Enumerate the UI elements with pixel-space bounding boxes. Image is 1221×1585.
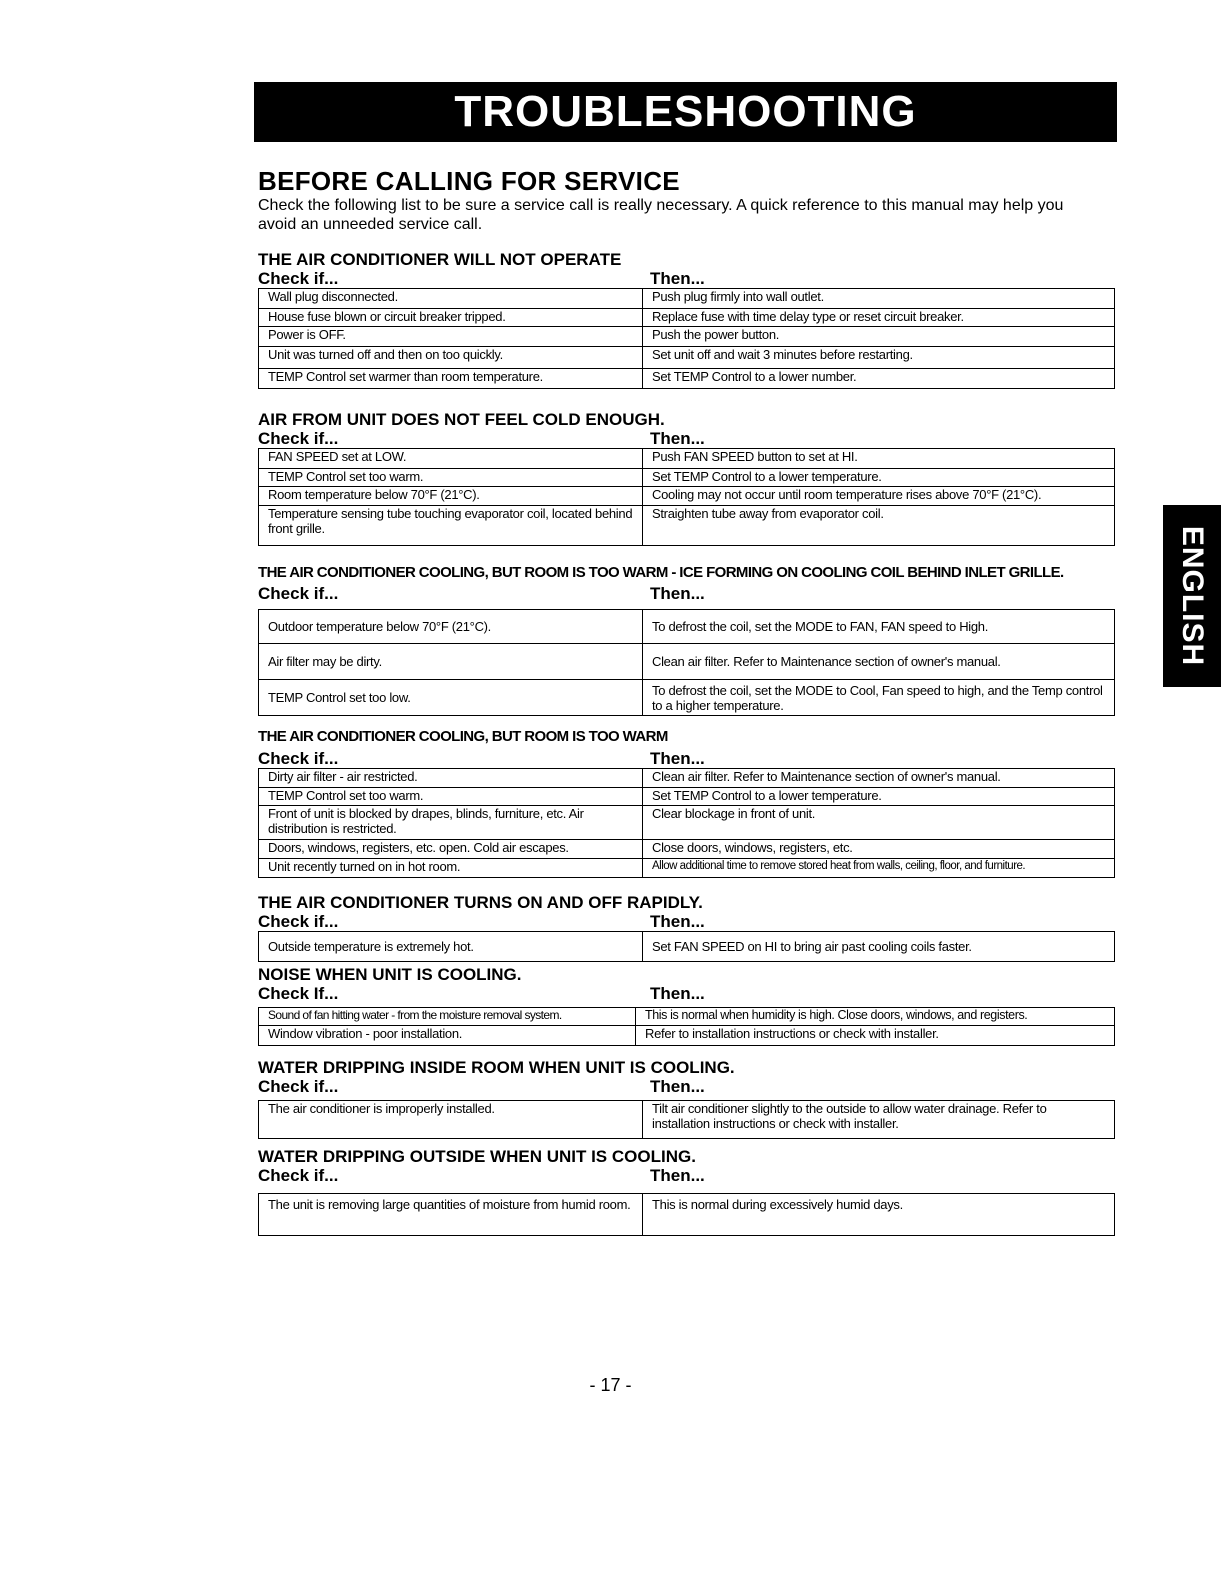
language-tab-label: ENGLISH <box>1176 525 1209 667</box>
table-row <box>259 1194 1115 1236</box>
table-row <box>259 1101 1115 1139</box>
troubleshooting-banner: TROUBLESHOOTING <box>254 82 1117 142</box>
check-cell: Sound of fan hitting water - from the moisture removal system. <box>259 1008 636 1026</box>
table-row <box>259 769 1115 788</box>
section-title: THE AIR CONDITIONER COOLING, BUT ROOM IS TOO WARM <box>258 728 668 745</box>
then-cell: Set unit off and wait 3 minutes before restarting. <box>643 347 1115 369</box>
check-cell: TEMP Control set too warm. <box>259 469 643 487</box>
then-label: Then... <box>650 984 705 1003</box>
table-row <box>259 506 1115 546</box>
table-row <box>259 788 1115 806</box>
then-label: Then... <box>650 912 705 931</box>
then-label: Then... <box>650 584 705 603</box>
check-cell: Outside temperature is extremely hot. <box>259 932 643 962</box>
section-ice-forming <box>258 563 1118 716</box>
check-cell: Outdoor temperature below 70°F (21°C). <box>259 610 643 644</box>
check-cell: The air conditioner is improperly installed. <box>259 1101 643 1139</box>
check-if-label: Check if... <box>258 584 339 603</box>
check-cell: House fuse blown or circuit breaker tripped. <box>259 309 643 327</box>
section-title: WATER DRIPPING INSIDE ROOM WHEN UNIT IS COOLING. <box>258 1058 735 1077</box>
section-title: NOISE WHEN UNIT IS COOLING. <box>258 965 522 984</box>
table-row <box>259 932 1115 962</box>
then-cell: Set TEMP Control to a lower number. <box>643 369 1115 389</box>
then-cell: Push plug firmly into wall outlet. <box>643 289 1115 309</box>
check-cell: Wall plug disconnected. <box>259 289 643 309</box>
then-cell: Replace fuse with time delay type or reset circuit breaker. <box>643 309 1115 327</box>
then-cell: Cooling may not occur until room temperature rises above 70°F (21°C). <box>643 487 1115 506</box>
table-row <box>259 644 1115 680</box>
troubleshoot-table <box>258 1193 1115 1236</box>
check-if-label: Check if... <box>258 912 339 931</box>
check-cell: TEMP Control set too warm. <box>259 788 643 806</box>
then-label: Then... <box>650 429 705 448</box>
then-cell: Refer to installation instructions or check with installer. <box>636 1026 1115 1046</box>
then-cell: To defrost the coil, set the MODE to FAN, FAN speed to High. <box>643 610 1115 644</box>
then-label: Then... <box>650 1077 705 1096</box>
check-cell: Front of unit is blocked by drapes, blinds, furniture, etc. Air distribution is restricted. <box>259 806 643 840</box>
check-if-label: Check if... <box>258 269 339 288</box>
table-row <box>259 369 1115 389</box>
check-if-label: Check If... <box>258 984 339 1003</box>
then-cell: Close doors, windows, registers, etc. <box>643 840 1115 859</box>
then-label: Then... <box>650 1166 705 1185</box>
section-title: THE AIR CONDITIONER WILL NOT OPERATE <box>258 250 622 269</box>
then-cell: Push the power button. <box>643 327 1115 347</box>
table-row <box>259 289 1115 309</box>
check-cell: Window vibration - poor installation. <box>259 1026 636 1046</box>
then-cell: Clear blockage in front of unit. <box>643 806 1115 840</box>
table-row <box>259 680 1115 716</box>
table-row <box>259 806 1115 840</box>
section-not-cold-enough <box>258 410 1118 546</box>
section-title: THE AIR CONDITIONER TURNS ON AND OFF RAPIDLY. <box>258 893 703 912</box>
then-cell: Push FAN SPEED button to set at HI. <box>643 449 1115 469</box>
check-if-label: Check if... <box>258 749 339 768</box>
check-cell: TEMP Control set too low. <box>259 680 643 716</box>
table-row <box>259 309 1115 327</box>
check-cell: FAN SPEED set at LOW. <box>259 449 643 469</box>
then-label: Then... <box>650 269 705 288</box>
section-noise <box>258 965 1118 1046</box>
check-if-label: Check if... <box>258 429 339 448</box>
troubleshoot-table <box>258 609 1115 716</box>
section-on-off-rapidly <box>258 893 1118 962</box>
troubleshoot-table <box>258 288 1115 389</box>
table-row <box>259 1008 1115 1026</box>
table-row <box>259 347 1115 369</box>
then-cell: Set TEMP Control to a lower temperature. <box>643 469 1115 487</box>
table-row <box>259 840 1115 859</box>
check-cell: The unit is removing large quantities of moisture from humid room. <box>259 1194 643 1236</box>
troubleshoot-table <box>258 931 1115 962</box>
table-row <box>259 487 1115 506</box>
troubleshoot-table <box>258 1100 1115 1139</box>
check-cell: TEMP Control set warmer than room temperature. <box>259 369 643 389</box>
section-dripping-outside <box>258 1147 1118 1236</box>
section-title: WATER DRIPPING OUTSIDE WHEN UNIT IS COOLING. <box>258 1147 696 1166</box>
table-row <box>259 327 1115 347</box>
section-room-too-warm <box>258 727 1118 878</box>
then-cell: This is normal when humidity is high. Close doors, windows, and registers. <box>636 1008 1115 1026</box>
check-cell: Unit recently turned on in hot room. <box>259 859 643 878</box>
table-row <box>259 610 1115 644</box>
check-cell: Doors, windows, registers, etc. open. Cold air escapes. <box>259 840 643 859</box>
troubleshoot-table <box>258 448 1115 546</box>
then-cell: Set TEMP Control to a lower temperature. <box>643 788 1115 806</box>
then-cell: This is normal during excessively humid days. <box>643 1194 1115 1236</box>
check-cell: Temperature sensing tube touching evaporator coil, located behind front grille. <box>259 506 643 546</box>
section-title: AIR FROM UNIT DOES NOT FEEL COLD ENOUGH. <box>258 410 665 429</box>
check-cell: Room temperature below 70°F (21°C). <box>259 487 643 506</box>
language-tab <box>1163 505 1221 687</box>
section-dripping-inside <box>258 1058 1118 1139</box>
then-cell: Clean air filter. Refer to Maintenance section of owner's manual. <box>643 644 1115 680</box>
then-cell: Tilt air conditioner slightly to the outside to allow water drainage. Refer to installation instructions or check with installer. <box>643 1101 1115 1139</box>
table-row <box>259 449 1115 469</box>
check-cell: Unit was turned off and then on too quickly. <box>259 347 643 369</box>
check-if-label: Check if... <box>258 1166 339 1185</box>
intro-text: Check the following list to be sure a service call is really necessary. A quick reference to this manual may help you avoid an unneeded service call. <box>258 197 1064 233</box>
then-cell: Allow additional time to remove stored heat from walls, ceiling, floor, and furniture. <box>643 859 1115 878</box>
check-cell: Air filter may be dirty. <box>259 644 643 680</box>
then-label: Then... <box>650 749 705 768</box>
then-cell: Straighten tube away from evaporator coil. <box>643 506 1115 546</box>
check-cell: Power is OFF. <box>259 327 643 347</box>
troubleshoot-table <box>258 768 1115 878</box>
troubleshoot-table <box>258 1007 1115 1046</box>
table-row <box>259 469 1115 487</box>
then-cell: Clean air filter. Refer to Maintenance section of owner's manual. <box>643 769 1115 788</box>
check-cell: Dirty air filter - air restricted. <box>259 769 643 788</box>
check-if-label: Check if... <box>258 1077 339 1096</box>
page-number: - 17 - <box>589 1375 632 1395</box>
then-cell: Set FAN SPEED on HI to bring air past cooling coils faster. <box>643 932 1115 962</box>
then-cell: To defrost the coil, set the MODE to Cool, Fan speed to high, and the Temp control to a higher temperature. <box>643 680 1115 716</box>
page-heading: BEFORE CALLING FOR SERVICE <box>258 166 680 196</box>
table-row <box>259 859 1115 878</box>
section-will-not-operate <box>258 250 1118 389</box>
section-title: THE AIR CONDITIONER COOLING, BUT ROOM IS TOO WARM - ICE FORMING ON COOLING COIL BEHIND INLET GRILLE. <box>258 564 1064 581</box>
table-row <box>259 1026 1115 1046</box>
